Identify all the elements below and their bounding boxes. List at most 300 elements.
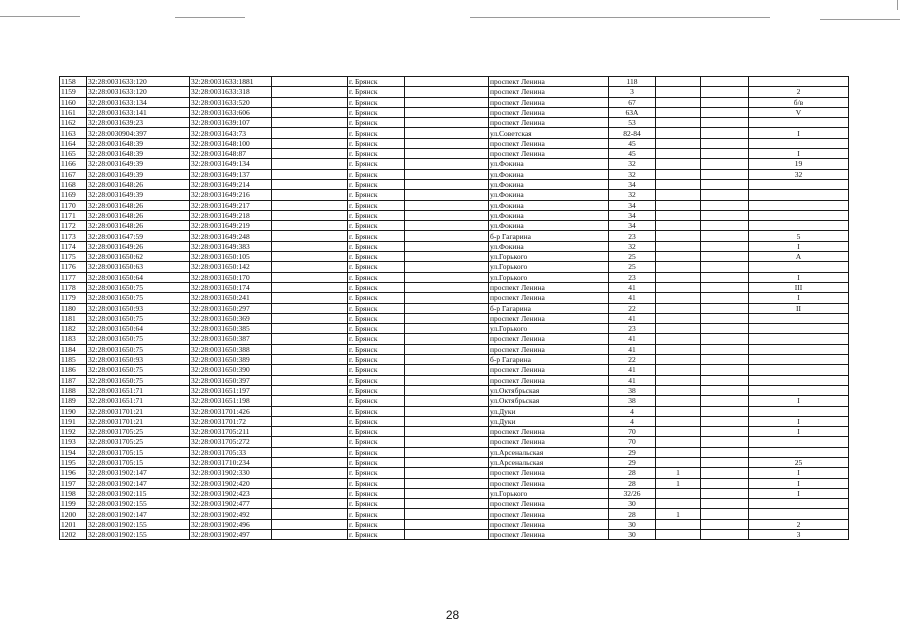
cadastral-number: 32:28:0031650:388 xyxy=(190,344,272,354)
blank-cell xyxy=(272,169,348,179)
scan-artifact xyxy=(175,17,245,18)
premises-number: б/в xyxy=(749,97,849,107)
table-row xyxy=(60,488,849,498)
table-row xyxy=(60,530,849,540)
parent-cadastral-number: 32:28:0031701:21 xyxy=(87,416,190,426)
cadastral-number: 32:28:0031649:137 xyxy=(190,169,272,179)
building-number: 3 xyxy=(609,87,656,97)
blank-cell xyxy=(405,437,489,447)
building-number: 29 xyxy=(609,447,656,457)
parent-cadastral-number: 32:28:0031648:26 xyxy=(87,221,190,231)
blank-cell xyxy=(405,499,489,509)
building-number: 28 xyxy=(609,468,656,478)
blank-cell xyxy=(405,457,489,467)
cadastral-number: 32:28:0031649:214 xyxy=(190,179,272,189)
blank-cell xyxy=(701,478,749,488)
blank-cell xyxy=(701,499,749,509)
street: б-р Гагарина xyxy=(489,231,609,241)
row-number: 1180 xyxy=(60,303,87,313)
table-row xyxy=(60,87,849,97)
table-row xyxy=(60,344,849,354)
corpus xyxy=(656,365,701,375)
corpus xyxy=(656,252,701,262)
building-number: 34 xyxy=(609,200,656,210)
premises-number xyxy=(749,509,849,519)
blank-cell xyxy=(272,385,348,395)
table-row xyxy=(60,334,849,344)
premises-number: I xyxy=(749,241,849,251)
cadastral-number: 32:28:0031902:497 xyxy=(190,530,272,540)
premises-number: I xyxy=(749,128,849,138)
city: г. Брянск xyxy=(348,406,405,416)
blank-cell xyxy=(701,179,749,189)
scan-artifact xyxy=(0,16,80,17)
row-number: 1184 xyxy=(60,344,87,354)
blank-cell xyxy=(272,344,348,354)
building-number: 118 xyxy=(609,77,656,87)
blank-cell xyxy=(701,509,749,519)
blank-cell xyxy=(272,179,348,189)
blank-cell xyxy=(272,396,348,406)
building-number: 41 xyxy=(609,282,656,292)
street: ул.Арсенальская xyxy=(489,447,609,457)
city: г. Брянск xyxy=(348,427,405,437)
blank-cell xyxy=(272,416,348,426)
blank-cell xyxy=(272,138,348,148)
city: г. Брянск xyxy=(348,128,405,138)
blank-cell xyxy=(701,313,749,323)
table-row xyxy=(60,365,849,375)
blank-cell xyxy=(701,210,749,220)
blank-cell xyxy=(701,97,749,107)
blank-cell xyxy=(272,313,348,323)
building-number: 41 xyxy=(609,313,656,323)
parent-cadastral-number: 32:28:0031651:71 xyxy=(87,396,190,406)
street: ул.Дуки xyxy=(489,416,609,426)
corpus xyxy=(656,118,701,128)
cadastral-number: 32:28:0031902:330 xyxy=(190,468,272,478)
parent-cadastral-number: 32:28:0031902:147 xyxy=(87,509,190,519)
blank-cell xyxy=(272,221,348,231)
scan-artifact xyxy=(897,0,898,10)
cadastral-number: 32:28:0031649:216 xyxy=(190,190,272,200)
corpus xyxy=(656,355,701,365)
premises-number: I xyxy=(749,488,849,498)
blank-cell xyxy=(272,128,348,138)
city: г. Брянск xyxy=(348,375,405,385)
building-number: 4 xyxy=(609,406,656,416)
building-number: 25 xyxy=(609,262,656,272)
table-row xyxy=(60,396,849,406)
cadastral-number: 32:28:0031902:496 xyxy=(190,519,272,529)
blank-cell xyxy=(272,282,348,292)
blank-cell xyxy=(701,457,749,467)
building-number: 22 xyxy=(609,303,656,313)
corpus xyxy=(656,262,701,272)
city: г. Брянск xyxy=(348,210,405,220)
parent-cadastral-number: 32:28:0031650:75 xyxy=(87,365,190,375)
table-row xyxy=(60,437,849,447)
corpus xyxy=(656,437,701,447)
city: г. Брянск xyxy=(348,282,405,292)
premises-number xyxy=(749,138,849,148)
row-number: 1161 xyxy=(60,107,87,117)
building-number: 29 xyxy=(609,457,656,467)
street: проспект Ленина xyxy=(489,138,609,148)
blank-cell xyxy=(405,231,489,241)
building-number: 30 xyxy=(609,530,656,540)
parent-cadastral-number: 32:28:0030904:397 xyxy=(87,128,190,138)
city: г. Брянск xyxy=(348,447,405,457)
city: г. Брянск xyxy=(348,77,405,87)
corpus xyxy=(656,210,701,220)
parent-cadastral-number: 32:28:0031902:155 xyxy=(87,499,190,509)
blank-cell xyxy=(701,221,749,231)
premises-number: I xyxy=(749,427,849,437)
blank-cell xyxy=(405,324,489,334)
blank-cell xyxy=(272,190,348,200)
blank-cell xyxy=(272,200,348,210)
cadastral-number: 32:28:0031701:426 xyxy=(190,406,272,416)
table-row xyxy=(60,272,849,282)
row-number: 1183 xyxy=(60,334,87,344)
city: г. Брянск xyxy=(348,303,405,313)
parent-cadastral-number: 32:28:0031650:75 xyxy=(87,334,190,344)
corpus xyxy=(656,385,701,395)
street: проспект Ленина xyxy=(489,87,609,97)
building-number: 32 xyxy=(609,190,656,200)
blank-cell xyxy=(405,488,489,498)
cadastral-number: 32:28:0031649:219 xyxy=(190,221,272,231)
parent-cadastral-number: 32:28:0031651:71 xyxy=(87,385,190,395)
blank-cell xyxy=(405,416,489,426)
blank-cell xyxy=(701,138,749,148)
row-number: 1159 xyxy=(60,87,87,97)
row-number: 1171 xyxy=(60,210,87,220)
street: ул.Фокина xyxy=(489,179,609,189)
cadastral-number: 32:28:0031648:100 xyxy=(190,138,272,148)
premises-number: 19 xyxy=(749,159,849,169)
table-row xyxy=(60,478,849,488)
building-number: 41 xyxy=(609,334,656,344)
register-table-body xyxy=(60,77,849,540)
corpus xyxy=(656,375,701,385)
city: г. Брянск xyxy=(348,457,405,467)
row-number: 1194 xyxy=(60,447,87,457)
city: г. Брянск xyxy=(348,396,405,406)
blank-cell xyxy=(405,159,489,169)
street: проспект Ленина xyxy=(489,334,609,344)
street: ул.Фокина xyxy=(489,169,609,179)
cadastral-number: 32:28:0031650:105 xyxy=(190,252,272,262)
corpus xyxy=(656,87,701,97)
cadastral-number: 32:28:0031633:606 xyxy=(190,107,272,117)
blank-cell xyxy=(405,149,489,159)
row-number: 1179 xyxy=(60,293,87,303)
city: г. Брянск xyxy=(348,231,405,241)
blank-cell xyxy=(405,530,489,540)
cadastral-number: 32:28:0031649:383 xyxy=(190,241,272,251)
row-number: 1196 xyxy=(60,468,87,478)
blank-cell xyxy=(701,252,749,262)
blank-cell xyxy=(701,530,749,540)
corpus: 1 xyxy=(656,509,701,519)
row-number: 1186 xyxy=(60,365,87,375)
corpus xyxy=(656,396,701,406)
city: г. Брянск xyxy=(348,262,405,272)
street: ул.Октябрьская xyxy=(489,385,609,395)
corpus xyxy=(656,282,701,292)
row-number: 1164 xyxy=(60,138,87,148)
blank-cell xyxy=(701,149,749,159)
cadastral-number: 32:28:0031705:33 xyxy=(190,447,272,457)
parent-cadastral-number: 32:28:0031648:26 xyxy=(87,200,190,210)
street: проспект Ленина xyxy=(489,427,609,437)
blank-cell xyxy=(272,210,348,220)
row-number: 1195 xyxy=(60,457,87,467)
cadastral-number: 32:28:0031648:87 xyxy=(190,149,272,159)
blank-cell xyxy=(405,509,489,519)
blank-cell xyxy=(405,468,489,478)
city: г. Брянск xyxy=(348,437,405,447)
parent-cadastral-number: 32:28:0031650:93 xyxy=(87,303,190,313)
corpus xyxy=(656,488,701,498)
row-number: 1200 xyxy=(60,509,87,519)
corpus xyxy=(656,293,701,303)
blank-cell xyxy=(701,169,749,179)
blank-cell xyxy=(701,118,749,128)
blank-cell xyxy=(701,437,749,447)
city: г. Брянск xyxy=(348,159,405,169)
cadastral-number: 32:28:0031705:272 xyxy=(190,437,272,447)
parent-cadastral-number: 32:28:0031648:39 xyxy=(87,138,190,148)
city: г. Брянск xyxy=(348,252,405,262)
blank-cell xyxy=(272,241,348,251)
street: ул.Горького xyxy=(489,272,609,282)
premises-number xyxy=(749,118,849,128)
row-number: 1172 xyxy=(60,221,87,231)
street: ул.Фокина xyxy=(489,210,609,220)
table-row xyxy=(60,303,849,313)
building-number: 30 xyxy=(609,519,656,529)
cadastral-number: 32:28:0031633:520 xyxy=(190,97,272,107)
street: проспект Ленина xyxy=(489,375,609,385)
page-number: 28 xyxy=(445,608,460,622)
street: ул.Октябрьская xyxy=(489,396,609,406)
corpus xyxy=(656,149,701,159)
blank-cell xyxy=(405,87,489,97)
row-number: 1174 xyxy=(60,241,87,251)
city: г. Брянск xyxy=(348,344,405,354)
street: ул.Горького xyxy=(489,324,609,334)
street: проспект Ленина xyxy=(489,365,609,375)
building-number: 70 xyxy=(609,437,656,447)
blank-cell xyxy=(272,87,348,97)
blank-cell xyxy=(701,159,749,169)
corpus xyxy=(656,499,701,509)
cadastral-number: 32:28:0031710:234 xyxy=(190,457,272,467)
street: ул.Арсенальская xyxy=(489,457,609,467)
building-number: 41 xyxy=(609,293,656,303)
blank-cell xyxy=(701,385,749,395)
premises-number: III xyxy=(749,282,849,292)
cadastral-number: 32:28:0031649:134 xyxy=(190,159,272,169)
row-number: 1166 xyxy=(60,159,87,169)
row-number: 1168 xyxy=(60,179,87,189)
cadastral-number: 32:28:0031650:142 xyxy=(190,262,272,272)
building-number: 22 xyxy=(609,355,656,365)
premises-number xyxy=(749,437,849,447)
street: проспект Ленина xyxy=(489,468,609,478)
building-number: 4 xyxy=(609,416,656,426)
blank-cell xyxy=(701,488,749,498)
premises-number xyxy=(749,499,849,509)
building-number: 41 xyxy=(609,365,656,375)
blank-cell xyxy=(701,365,749,375)
blank-cell xyxy=(701,293,749,303)
city: г. Брянск xyxy=(348,138,405,148)
parent-cadastral-number: 32:28:0031650:93 xyxy=(87,355,190,365)
premises-number: I xyxy=(749,468,849,478)
cadastral-number: 32:28:0031643:73 xyxy=(190,128,272,138)
cadastral-number: 32:28:0031650:241 xyxy=(190,293,272,303)
table-row xyxy=(60,231,849,241)
building-number: 41 xyxy=(609,344,656,354)
row-number: 1170 xyxy=(60,200,87,210)
building-number: 63А xyxy=(609,107,656,117)
blank-cell xyxy=(272,509,348,519)
table-row xyxy=(60,179,849,189)
city: г. Брянск xyxy=(348,169,405,179)
row-number: 1190 xyxy=(60,406,87,416)
cadastral-number: 32:28:0031902:420 xyxy=(190,478,272,488)
blank-cell xyxy=(272,252,348,262)
blank-cell xyxy=(405,375,489,385)
corpus xyxy=(656,334,701,344)
row-number: 1178 xyxy=(60,282,87,292)
row-number: 1192 xyxy=(60,427,87,437)
city: г. Брянск xyxy=(348,416,405,426)
table-row xyxy=(60,519,849,529)
premises-number: 2 xyxy=(749,519,849,529)
row-number: 1162 xyxy=(60,118,87,128)
premises-number: I xyxy=(749,293,849,303)
register-table xyxy=(59,76,849,540)
building-number: 23 xyxy=(609,272,656,282)
blank-cell xyxy=(405,272,489,282)
blank-cell xyxy=(405,365,489,375)
corpus xyxy=(656,406,701,416)
street: б-р Гагарина xyxy=(489,303,609,313)
parent-cadastral-number: 32:28:0031705:15 xyxy=(87,457,190,467)
building-number: 34 xyxy=(609,179,656,189)
row-number: 1201 xyxy=(60,519,87,529)
street: ул.Фокина xyxy=(489,221,609,231)
blank-cell xyxy=(272,97,348,107)
cadastral-number: 32:28:0031649:218 xyxy=(190,210,272,220)
blank-cell xyxy=(272,159,348,169)
building-number: 38 xyxy=(609,396,656,406)
cadastral-number: 32:28:0031651:198 xyxy=(190,396,272,406)
building-number: 82-84 xyxy=(609,128,656,138)
cadastral-number: 32:28:0031902:423 xyxy=(190,488,272,498)
parent-cadastral-number: 32:28:0031649:26 xyxy=(87,241,190,251)
row-number: 1165 xyxy=(60,149,87,159)
corpus: 1 xyxy=(656,468,701,478)
premises-number xyxy=(749,385,849,395)
city: г. Брянск xyxy=(348,200,405,210)
premises-number: 25 xyxy=(749,457,849,467)
cadastral-number: 32:28:0031902:492 xyxy=(190,509,272,519)
city: г. Брянск xyxy=(348,221,405,231)
blank-cell xyxy=(405,313,489,323)
city: г. Брянск xyxy=(348,241,405,251)
row-number: 1177 xyxy=(60,272,87,282)
corpus xyxy=(656,97,701,107)
blank-cell xyxy=(701,447,749,457)
parent-cadastral-number: 32:28:0031648:26 xyxy=(87,210,190,220)
parent-cadastral-number: 32:28:0031650:64 xyxy=(87,324,190,334)
row-number: 1188 xyxy=(60,385,87,395)
table-row xyxy=(60,190,849,200)
blank-cell xyxy=(272,406,348,416)
blank-cell xyxy=(272,519,348,529)
parent-cadastral-number: 32:28:0031902:147 xyxy=(87,478,190,488)
row-number: 1193 xyxy=(60,437,87,447)
street: ул.Фокина xyxy=(489,200,609,210)
table-row xyxy=(60,385,849,395)
blank-cell xyxy=(272,324,348,334)
premises-number: 2 xyxy=(749,87,849,97)
premises-number: II xyxy=(749,303,849,313)
cadastral-number: 32:28:0031701:72 xyxy=(190,416,272,426)
building-number: 45 xyxy=(609,149,656,159)
table-row xyxy=(60,200,849,210)
table-row xyxy=(60,210,849,220)
premises-number xyxy=(749,313,849,323)
premises-number xyxy=(749,210,849,220)
blank-cell xyxy=(272,118,348,128)
parent-cadastral-number: 32:28:0031902:115 xyxy=(87,488,190,498)
blank-cell xyxy=(701,190,749,200)
table-row xyxy=(60,149,849,159)
premises-number: I xyxy=(749,272,849,282)
cadastral-number: 32:28:0031650:369 xyxy=(190,313,272,323)
building-number: 32 xyxy=(609,159,656,169)
table-row xyxy=(60,447,849,457)
street: проспект Ленина xyxy=(489,519,609,529)
corpus xyxy=(656,313,701,323)
parent-cadastral-number: 32:28:0031633:141 xyxy=(87,107,190,117)
blank-cell xyxy=(272,499,348,509)
blank-cell xyxy=(701,200,749,210)
blank-cell xyxy=(701,427,749,437)
row-number: 1191 xyxy=(60,416,87,426)
blank-cell xyxy=(701,396,749,406)
row-number: 1176 xyxy=(60,262,87,272)
street: проспект Ленина xyxy=(489,478,609,488)
street: проспект Ленина xyxy=(489,97,609,107)
blank-cell xyxy=(272,272,348,282)
city: г. Брянск xyxy=(348,272,405,282)
blank-cell xyxy=(405,519,489,529)
corpus xyxy=(656,457,701,467)
street: проспект Ленина xyxy=(489,313,609,323)
city: г. Брянск xyxy=(348,478,405,488)
table-row xyxy=(60,406,849,416)
parent-cadastral-number: 32:28:0031648:26 xyxy=(87,179,190,189)
blank-cell xyxy=(701,468,749,478)
